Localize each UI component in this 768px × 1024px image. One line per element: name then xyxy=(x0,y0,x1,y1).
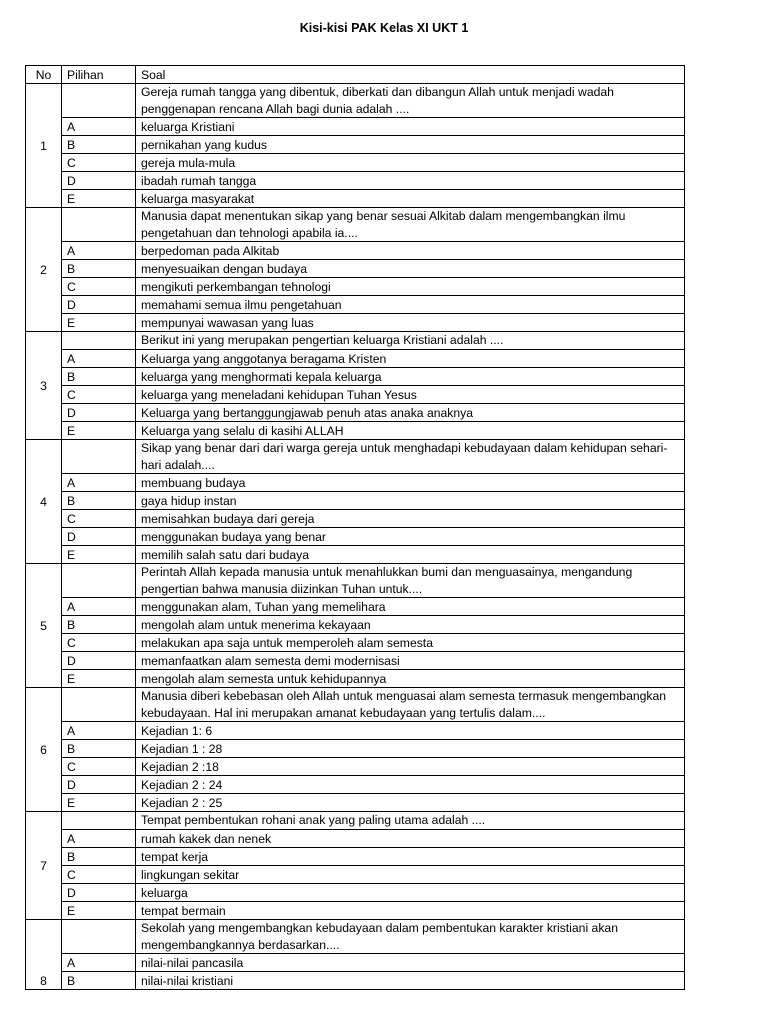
question-text: Gereja rumah tangga yang dibentuk, diberkati dan dibangun Allah untuk menjadi wadah penggenapan rencana Allah bagi dunia adalah .... xyxy=(136,84,685,118)
option-letter: E xyxy=(62,670,136,688)
option-row xyxy=(26,528,685,546)
option-row xyxy=(26,794,685,812)
option-letter: D xyxy=(62,404,136,422)
option-letter-blank xyxy=(62,920,136,954)
option-text: tempat bermain xyxy=(136,902,685,920)
option-text: keluarga xyxy=(136,884,685,902)
question-number: 4 xyxy=(26,440,62,564)
option-letter: A xyxy=(62,598,136,616)
option-letter-blank xyxy=(62,688,136,722)
option-text: lingkungan sekitar xyxy=(136,866,685,884)
option-row xyxy=(26,154,685,172)
option-row xyxy=(26,954,685,972)
option-text: Kejadian 1 : 28 xyxy=(136,740,685,758)
option-letter: A xyxy=(62,830,136,848)
option-letter: E xyxy=(62,902,136,920)
option-text: mengikuti perkembangan tehnologi xyxy=(136,278,685,296)
option-text: Kejadian 2 : 25 xyxy=(136,794,685,812)
option-text: keluarga yang meneladani kehidupan Tuhan Yesus xyxy=(136,386,685,404)
option-letter-blank xyxy=(62,812,136,830)
option-letter: D xyxy=(62,296,136,314)
question-table xyxy=(25,65,685,990)
option-text: Keluarga yang selalu di kasihi ALLAH xyxy=(136,422,685,440)
option-row xyxy=(26,776,685,794)
question-row xyxy=(26,208,685,242)
option-row xyxy=(26,598,685,616)
option-row xyxy=(26,314,685,332)
option-letter: D xyxy=(62,884,136,902)
option-row xyxy=(26,722,685,740)
option-letter: A xyxy=(62,242,136,260)
option-letter: A xyxy=(62,722,136,740)
option-row xyxy=(26,190,685,208)
option-letter: E xyxy=(62,422,136,440)
option-text: Keluarga yang anggotanya beragama Kristen xyxy=(136,350,685,368)
option-row xyxy=(26,118,685,136)
question-text: Manusia diberi kebebasan oleh Allah untuk menguasai alam semesta termasuk mengembangkan kebudayaan. Hal ini merupakan amanat kebudayaan yang tertulis dalam.... xyxy=(136,688,685,722)
header-soal: Soal xyxy=(136,66,685,84)
option-row xyxy=(26,492,685,510)
option-text: keluarga masyarakat xyxy=(136,190,685,208)
option-letter: C xyxy=(62,278,136,296)
option-letter: C xyxy=(62,154,136,172)
option-text: berpedoman pada Alkitab xyxy=(136,242,685,260)
option-letter: B xyxy=(62,492,136,510)
question-number: 6 xyxy=(26,688,62,812)
option-letter: D xyxy=(62,528,136,546)
option-row xyxy=(26,404,685,422)
option-letter: A xyxy=(62,954,136,972)
question-text: Perintah Allah kepada manusia untuk menahlukkan bumi dan menguasainya, mengandung pengertian bahwa manusia diizinkan Tuhan untuk.... xyxy=(136,564,685,598)
option-text: mempunyai wawasan yang luas xyxy=(136,314,685,332)
option-text: memisahkan budaya dari gereja xyxy=(136,510,685,528)
option-row xyxy=(26,616,685,634)
option-letter: B xyxy=(62,848,136,866)
option-letter: B xyxy=(62,972,136,990)
question-row xyxy=(26,332,685,350)
option-letter: D xyxy=(62,776,136,794)
option-row xyxy=(26,670,685,688)
option-row xyxy=(26,242,685,260)
option-row xyxy=(26,422,685,440)
option-text: Keluarga yang bertanggungjawab penuh atas anaka anaknya xyxy=(136,404,685,422)
option-letter: B xyxy=(62,260,136,278)
header-no: No xyxy=(26,66,62,84)
option-text: keluarga yang menghormati kepala keluarga xyxy=(136,368,685,386)
option-text: memanfaatkan alam semesta demi modernisasi xyxy=(136,652,685,670)
option-letter-blank xyxy=(62,440,136,474)
question-text: Tempat pembentukan rohani anak yang paling utama adalah .... xyxy=(136,812,685,830)
question-text: Manusia dapat menentukan sikap yang benar sesuai Alkitab dalam mengembangkan ilmu pengetahuan dan tehnologi apabila ia.... xyxy=(136,208,685,242)
option-letter-blank xyxy=(62,84,136,118)
option-text: memilih salah satu dari budaya xyxy=(136,546,685,564)
question-row xyxy=(26,84,685,118)
option-letter-blank xyxy=(62,332,136,350)
option-letter: A xyxy=(62,350,136,368)
option-row xyxy=(26,386,685,404)
option-text: mengolah alam semesta untuk kehidupannya xyxy=(136,670,685,688)
question-text: Sekolah yang mengembangkan kebudayaan dalam pembentukan karakter kristiani akan mengembangkannya berdasarkan.... xyxy=(136,920,685,954)
option-letter: C xyxy=(62,866,136,884)
option-row xyxy=(26,634,685,652)
option-text: keluarga Kristiani xyxy=(136,118,685,136)
question-text: Berikut ini yang merupakan pengertian keluarga Kristiani adalah .... xyxy=(136,332,685,350)
option-row xyxy=(26,510,685,528)
option-letter: B xyxy=(62,740,136,758)
option-letter-blank xyxy=(62,208,136,242)
header-pilihan: Pilihan xyxy=(62,66,136,84)
option-letter: B xyxy=(62,136,136,154)
option-letter: C xyxy=(62,386,136,404)
option-row xyxy=(26,546,685,564)
option-text: menyesuaikan dengan budaya xyxy=(136,260,685,278)
option-letter: B xyxy=(62,616,136,634)
option-text: memahami semua ilmu pengetahuan xyxy=(136,296,685,314)
question-row xyxy=(26,812,685,830)
option-text: Kejadian 1: 6 xyxy=(136,722,685,740)
option-text: membuang budaya xyxy=(136,474,685,492)
option-text: ibadah rumah tangga xyxy=(136,172,685,190)
option-text: nilai-nilai kristiani xyxy=(136,972,685,990)
option-row xyxy=(26,848,685,866)
option-row xyxy=(26,902,685,920)
option-row xyxy=(26,884,685,902)
question-number: 3 xyxy=(26,332,62,440)
option-text: menggunakan budaya yang benar xyxy=(136,528,685,546)
question-row xyxy=(26,688,685,722)
option-row xyxy=(26,172,685,190)
option-letter: D xyxy=(62,652,136,670)
option-row xyxy=(26,866,685,884)
option-row xyxy=(26,350,685,368)
option-row xyxy=(26,136,685,154)
option-letter: B xyxy=(62,368,136,386)
option-text: tempat kerja xyxy=(136,848,685,866)
question-row xyxy=(26,920,685,954)
option-text: Kejadian 2 :18 xyxy=(136,758,685,776)
option-row xyxy=(26,758,685,776)
option-text: nilai-nilai pancasila xyxy=(136,954,685,972)
option-row xyxy=(26,652,685,670)
document-title: Kisi-kisi PAK Kelas XI UKT 1 xyxy=(299,21,469,35)
option-text: rumah kakek dan nenek xyxy=(136,830,685,848)
option-letter: C xyxy=(62,510,136,528)
option-text: melakukan apa saja untuk memperoleh alam semesta xyxy=(136,634,685,652)
option-row xyxy=(26,368,685,386)
option-text: menggunakan alam, Tuhan yang memelihara xyxy=(136,598,685,616)
option-letter: E xyxy=(62,546,136,564)
option-letter: A xyxy=(62,474,136,492)
option-letter: A xyxy=(62,118,136,136)
option-row xyxy=(26,474,685,492)
option-text: mengolah alam untuk menerima kekayaan xyxy=(136,616,685,634)
option-text: gereja mula-mula xyxy=(136,154,685,172)
option-row xyxy=(26,740,685,758)
question-number: 2 xyxy=(26,208,62,332)
option-row xyxy=(26,972,685,990)
option-letter-blank xyxy=(62,564,136,598)
question-number: 7 xyxy=(26,812,62,920)
question-number: 1 xyxy=(26,84,62,208)
option-row xyxy=(26,296,685,314)
option-letter: D xyxy=(62,172,136,190)
option-row xyxy=(26,278,685,296)
option-text: Kejadian 2 : 24 xyxy=(136,776,685,794)
question-row xyxy=(26,564,685,598)
option-row xyxy=(26,260,685,278)
option-letter: C xyxy=(62,758,136,776)
question-row xyxy=(26,440,685,474)
option-letter: E xyxy=(62,190,136,208)
option-row xyxy=(26,830,685,848)
option-letter: E xyxy=(62,314,136,332)
table-header-row xyxy=(26,66,685,84)
option-letter: C xyxy=(62,634,136,652)
option-text: gaya hidup instan xyxy=(136,492,685,510)
question-text: Sikap yang benar dari dari warga gereja untuk menghadapi kebudayaan dalam kehidupan sehari-hari adalah.... xyxy=(136,440,685,474)
question-number: 5 xyxy=(26,564,62,688)
question-number: 8 xyxy=(26,920,62,990)
option-letter: E xyxy=(62,794,136,812)
option-text: pernikahan yang kudus xyxy=(136,136,685,154)
